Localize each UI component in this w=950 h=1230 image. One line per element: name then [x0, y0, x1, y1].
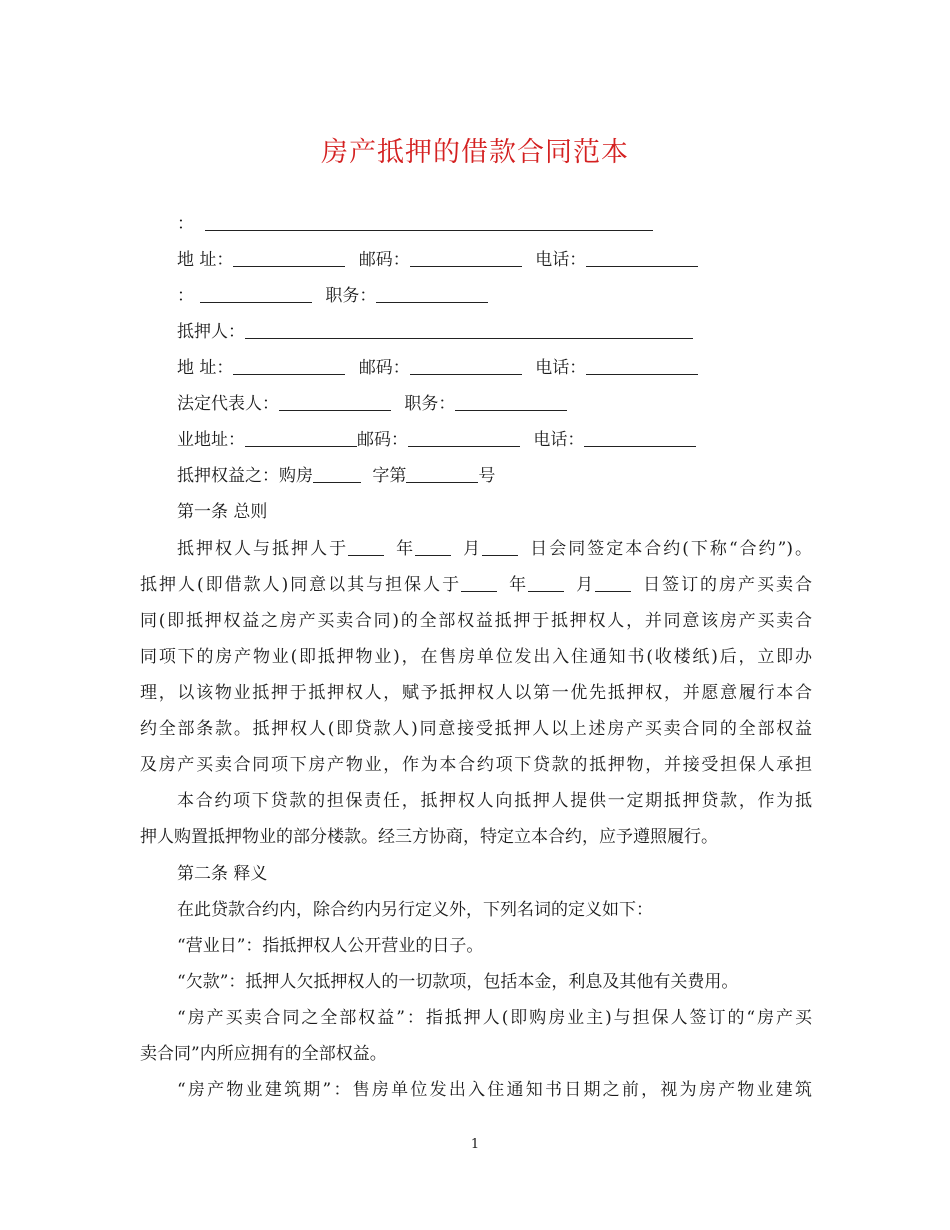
biz-address-line — [177, 428, 696, 452]
rep-blank — [200, 285, 312, 303]
article1-p2-line-1: 本合约项下贷款的担保责任，抵押权人向抵押人提供一定期抵押贷款，作为抵 — [177, 791, 812, 811]
day-blank — [595, 574, 631, 592]
day-blank — [482, 538, 518, 556]
legal-rep-line — [177, 392, 567, 416]
year-label: 年 — [507, 575, 529, 595]
rights-line — [177, 464, 495, 488]
mortgagor-label: 抵押人： — [177, 322, 245, 342]
article2-line-1: 在此贷款合约内，除合约内另行定义外，下列名词的定义如下： — [177, 900, 653, 920]
phone-label: 电话： — [535, 250, 587, 270]
page-number: 1 — [470, 1137, 480, 1152]
article1-heading: 第一条 总则 — [177, 502, 268, 522]
postcode-blank — [410, 249, 522, 267]
phone-blank — [586, 357, 698, 375]
article1-line-7: 及房产买卖合同项下房产物业，作为本合约项下贷款的抵押物，并接受担保人承担 — [140, 755, 812, 775]
month-blank — [528, 574, 564, 592]
party-label: ： — [177, 214, 194, 234]
a1-text-end: 日签订的房产买卖合 — [641, 575, 813, 595]
phone-label: 电话： — [533, 430, 585, 450]
article2-line-2: “营业日”：指抵押权人公开营业的日子。 — [177, 936, 484, 956]
legal-rep-label: 法定代表人： — [177, 394, 279, 414]
month-label: 月 — [574, 575, 596, 595]
mortgagor-blank — [245, 321, 693, 339]
biz-address-label: 业地址： — [177, 430, 245, 450]
address-label: 地 址： — [177, 250, 234, 270]
postcode-blank — [408, 429, 520, 447]
article1-line-4: 同项下的房产物业(即抵押物业)，在售房单位发出入住通知书(收楼纸)后，立即办 — [140, 647, 812, 667]
year-label: 年 — [394, 539, 416, 559]
year-blank — [348, 538, 384, 556]
postcode-label: 邮码： — [357, 430, 408, 450]
rights-blank-2 — [406, 465, 478, 483]
article1-p2-line-2: 押人购置抵押物业的部分楼款。经三方协商，特定立本合约，应予遵照履行。 — [140, 827, 718, 847]
rights-label: 抵押权益之：购房 — [177, 466, 313, 486]
postcode-label: 邮码： — [358, 250, 410, 270]
rights-blank-1 — [313, 465, 361, 483]
party-rep-line — [177, 284, 488, 308]
postcode-blank — [410, 357, 522, 375]
article1-line-5: 理，以该物业抵押于抵押权人，赋予抵押权人以第一优先抵押权，并愿意履行本合 — [140, 683, 812, 703]
party-name-line — [177, 212, 653, 236]
article1-line-6: 约全部条款。抵押权人(即贷款人)同意接受抵押人以上述房产买卖合同的全部权益 — [140, 719, 812, 739]
article2-line-5: 卖合同”内所应拥有的全部权益。 — [140, 1044, 387, 1064]
document-title: 房产抵押的借款合同范本 — [321, 137, 629, 168]
article2-line-4: “房产买卖合同之全部权益”：指抵押人(即购房业主)与担保人签订的“房产买 — [177, 1008, 812, 1028]
rights-mid: 字第 — [372, 466, 407, 486]
article2-line-3: “欠款”：抵押人欠抵押权人的一切款项，包括本金，利息及其他有关费用。 — [177, 972, 739, 992]
position-blank — [376, 285, 488, 303]
a1-text: 抵押权人与抵押人于 — [177, 539, 349, 559]
phone-label: 电话： — [535, 358, 587, 378]
address-blank — [233, 357, 345, 375]
party-address-line — [177, 248, 698, 272]
article1-line-1 — [177, 537, 812, 561]
year-blank — [461, 574, 497, 592]
article1-line-3: 同(即抵押权益之房产买卖合同)的全部权益抵押于抵押权人，并同意该房产买卖合 — [140, 611, 812, 631]
article2-line-6: “房产物业建筑期”：售房单位发出入住通知书日期之前，视为房产物业建筑 — [177, 1080, 812, 1100]
phone-blank — [584, 429, 696, 447]
legal-rep-blank — [279, 393, 391, 411]
biz-address-blank — [245, 429, 357, 447]
position-label: 职务： — [404, 394, 456, 414]
position-blank — [455, 393, 567, 411]
phone-blank — [586, 249, 698, 267]
article1-line-2 — [140, 573, 812, 597]
rights-end: 号 — [478, 466, 496, 486]
month-blank — [415, 538, 451, 556]
a1-text: 抵押人(即借款人)同意以其与担保人于 — [140, 575, 462, 595]
mortgagor-line — [177, 320, 693, 344]
mortgagor-address-line — [177, 356, 698, 380]
postcode-label: 邮码： — [358, 358, 410, 378]
position-label: 职务： — [325, 286, 377, 306]
party-name-blank — [205, 213, 653, 231]
address-label: 地 址： — [177, 358, 234, 378]
rep-label: ： — [177, 286, 194, 306]
article2-heading: 第二条 释义 — [177, 864, 268, 884]
address-blank — [233, 249, 345, 267]
month-label: 月 — [461, 539, 483, 559]
a1-text-end: 日会同签定本合约(下称“合约”)。 — [528, 539, 813, 559]
